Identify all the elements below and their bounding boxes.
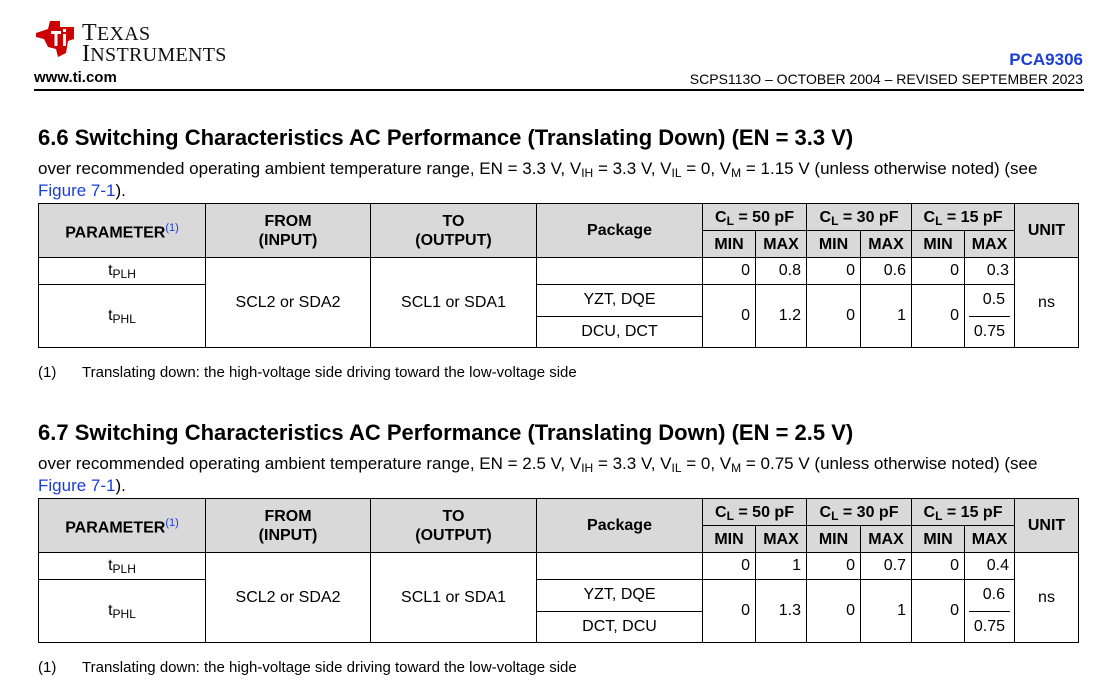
col-min: MIN: [703, 526, 756, 553]
value-cell: 0.7: [861, 553, 912, 580]
param-tphl: $t_{PHL}$: [39, 285, 206, 348]
value-cell: 0: [703, 258, 756, 285]
col-cl-30pf: $C_L = 30$ pF: [807, 204, 912, 231]
param-tphl: $t_{PHL}$: [39, 580, 206, 643]
value-cell: 0: [703, 553, 756, 580]
value-cell: 0: [807, 580, 861, 643]
value-cell: 0: [912, 553, 965, 580]
col-max: MAX: [756, 526, 807, 553]
col-cl-15pf: $C_L = 15$ pF: [912, 499, 1015, 526]
col-parameter: PARAMETER$^{(1)}$: [39, 499, 206, 553]
value-cell: 0.75: [969, 316, 1010, 348]
col-unit: UNIT: [1015, 204, 1079, 258]
col-max: MAX: [965, 231, 1015, 258]
col-max: MAX: [861, 526, 912, 553]
value-cell: 0.5: [982, 291, 1005, 309]
value-cell: 1: [756, 553, 807, 580]
site-url-link[interactable]: www.ti.com: [34, 69, 117, 86]
value-cell: 0.8: [756, 258, 807, 285]
value-cell: [965, 285, 1015, 348]
ti-logo: [34, 19, 244, 67]
table-header-row: [39, 499, 1079, 526]
package-cell: YZT, DQE: [537, 285, 703, 317]
value-cell: 0: [807, 258, 861, 285]
section-6-7: [38, 418, 1078, 677]
footnote-ref-link[interactable]: (1): [165, 516, 179, 529]
col-min: MIN: [912, 231, 965, 258]
col-min: MIN: [703, 231, 756, 258]
col-min: MIN: [807, 526, 861, 553]
col-parameter: PARAMETER$^{(1)}$: [39, 204, 206, 258]
section-conditions: over recommended operating ambient temperature range, EN = 2.5 V, $V_{IH} = 3.3$ V, $V_{IL} = 0$, $V_M = 0.75$ V (unless otherwise noted) (see Figure 7-1).: [38, 454, 1038, 495]
footnote-ref-link[interactable]: (1): [165, 221, 179, 234]
figure-7-1-link[interactable]: Figure 7-1: [38, 181, 116, 200]
param-tplh: $t_{PLH}$: [39, 553, 206, 580]
value-cell: 0: [912, 580, 965, 643]
to-cell: SCL1 or SDA1: [371, 258, 537, 348]
package-cell: YZT, DQE: [537, 580, 703, 612]
col-cl-50pf: $C_L = 50$ pF: [703, 204, 807, 231]
package-cell: [537, 258, 703, 285]
table-row: [39, 285, 1079, 317]
part-number-link[interactable]: PCA9306: [1009, 50, 1083, 69]
col-package: Package: [537, 499, 703, 553]
col-from: FROM (INPUT): [206, 204, 371, 258]
ti-logo-icon: [34, 19, 78, 59]
ti-wordmark: TEXAS INSTRUMENTS: [82, 20, 227, 67]
package-cell: DCU, DCT: [537, 316, 703, 348]
col-max: MAX: [965, 526, 1015, 553]
value-cell: 0: [807, 285, 861, 348]
from-cell: SCL2 or SDA2: [206, 553, 371, 643]
document-revision: SCPS113O – OCTOBER 2004 – REVISED SEPTEMBER 2023: [689, 71, 1083, 87]
section-title: 6.7 Switching Characteristics AC Performance (Translating Down) (EN = 2.5 V): [38, 420, 854, 445]
value-cell: 0.6: [982, 586, 1005, 604]
value-cell: 1.3: [756, 580, 807, 643]
col-to: TO (OUTPUT): [371, 204, 537, 258]
param-tplh: $t_{PLH}$: [39, 258, 206, 285]
value-cell: 0.4: [965, 553, 1015, 580]
header-divider: [34, 89, 1084, 91]
col-max: MAX: [756, 231, 807, 258]
value-cell: 0.6: [861, 258, 912, 285]
section-conditions: over recommended operating ambient temperature range, EN = 3.3 V, $V_{IH} = 3.3$ V, $V_{IL} = 0$, $V_M = 1.15$ V (unless otherwise noted) (see Figure 7-1).: [38, 159, 1038, 200]
table-row: [39, 580, 1079, 612]
package-cell: DCT, DCU: [537, 611, 703, 643]
figure-7-1-link[interactable]: Figure 7-1: [38, 476, 116, 495]
col-min: MIN: [912, 526, 965, 553]
table-row: [39, 553, 1079, 580]
from-cell: SCL2 or SDA2: [206, 258, 371, 348]
unit-cell: ns: [1015, 258, 1079, 348]
col-from: FROM (INPUT): [206, 499, 371, 553]
col-cl-50pf: $C_L = 50$ pF: [703, 499, 807, 526]
section-6-6: [38, 123, 1078, 382]
unit-cell: ns: [1015, 553, 1079, 643]
value-cell: 0: [807, 553, 861, 580]
package-cell: [537, 553, 703, 580]
col-to: TO (OUTPUT): [371, 499, 537, 553]
value-cell: 0: [912, 258, 965, 285]
footnote: (1) Translating down: the high-voltage side driving toward the low-voltage side: [38, 364, 577, 381]
col-min: MIN: [807, 231, 861, 258]
value-cell: [965, 580, 1015, 643]
col-cl-30pf: $C_L = 30$ pF: [807, 499, 912, 526]
value-cell: 1: [861, 285, 912, 348]
table-header-row: [39, 204, 1079, 231]
value-cell: 0.3: [965, 258, 1015, 285]
value-cell: 0.75: [969, 611, 1010, 643]
col-max: MAX: [861, 231, 912, 258]
value-cell: 1: [861, 580, 912, 643]
value-cell: 0: [703, 285, 756, 348]
to-cell: SCL1 or SDA1: [371, 553, 537, 643]
switching-characteristics-table: [38, 498, 1079, 643]
value-cell: 0: [912, 285, 965, 348]
footnote: (1) Translating down: the high-voltage side driving toward the low-voltage side: [38, 659, 577, 676]
table-row: [39, 258, 1079, 285]
section-title: 6.6 Switching Characteristics AC Performance (Translating Down) (EN = 3.3 V): [38, 125, 854, 150]
col-cl-15pf: $C_L = 15$ pF: [912, 204, 1015, 231]
col-package: Package: [537, 204, 703, 258]
col-unit: UNIT: [1015, 499, 1079, 553]
value-cell: 1.2: [756, 285, 807, 348]
value-cell: 0: [703, 580, 756, 643]
switching-characteristics-table: [38, 203, 1079, 348]
